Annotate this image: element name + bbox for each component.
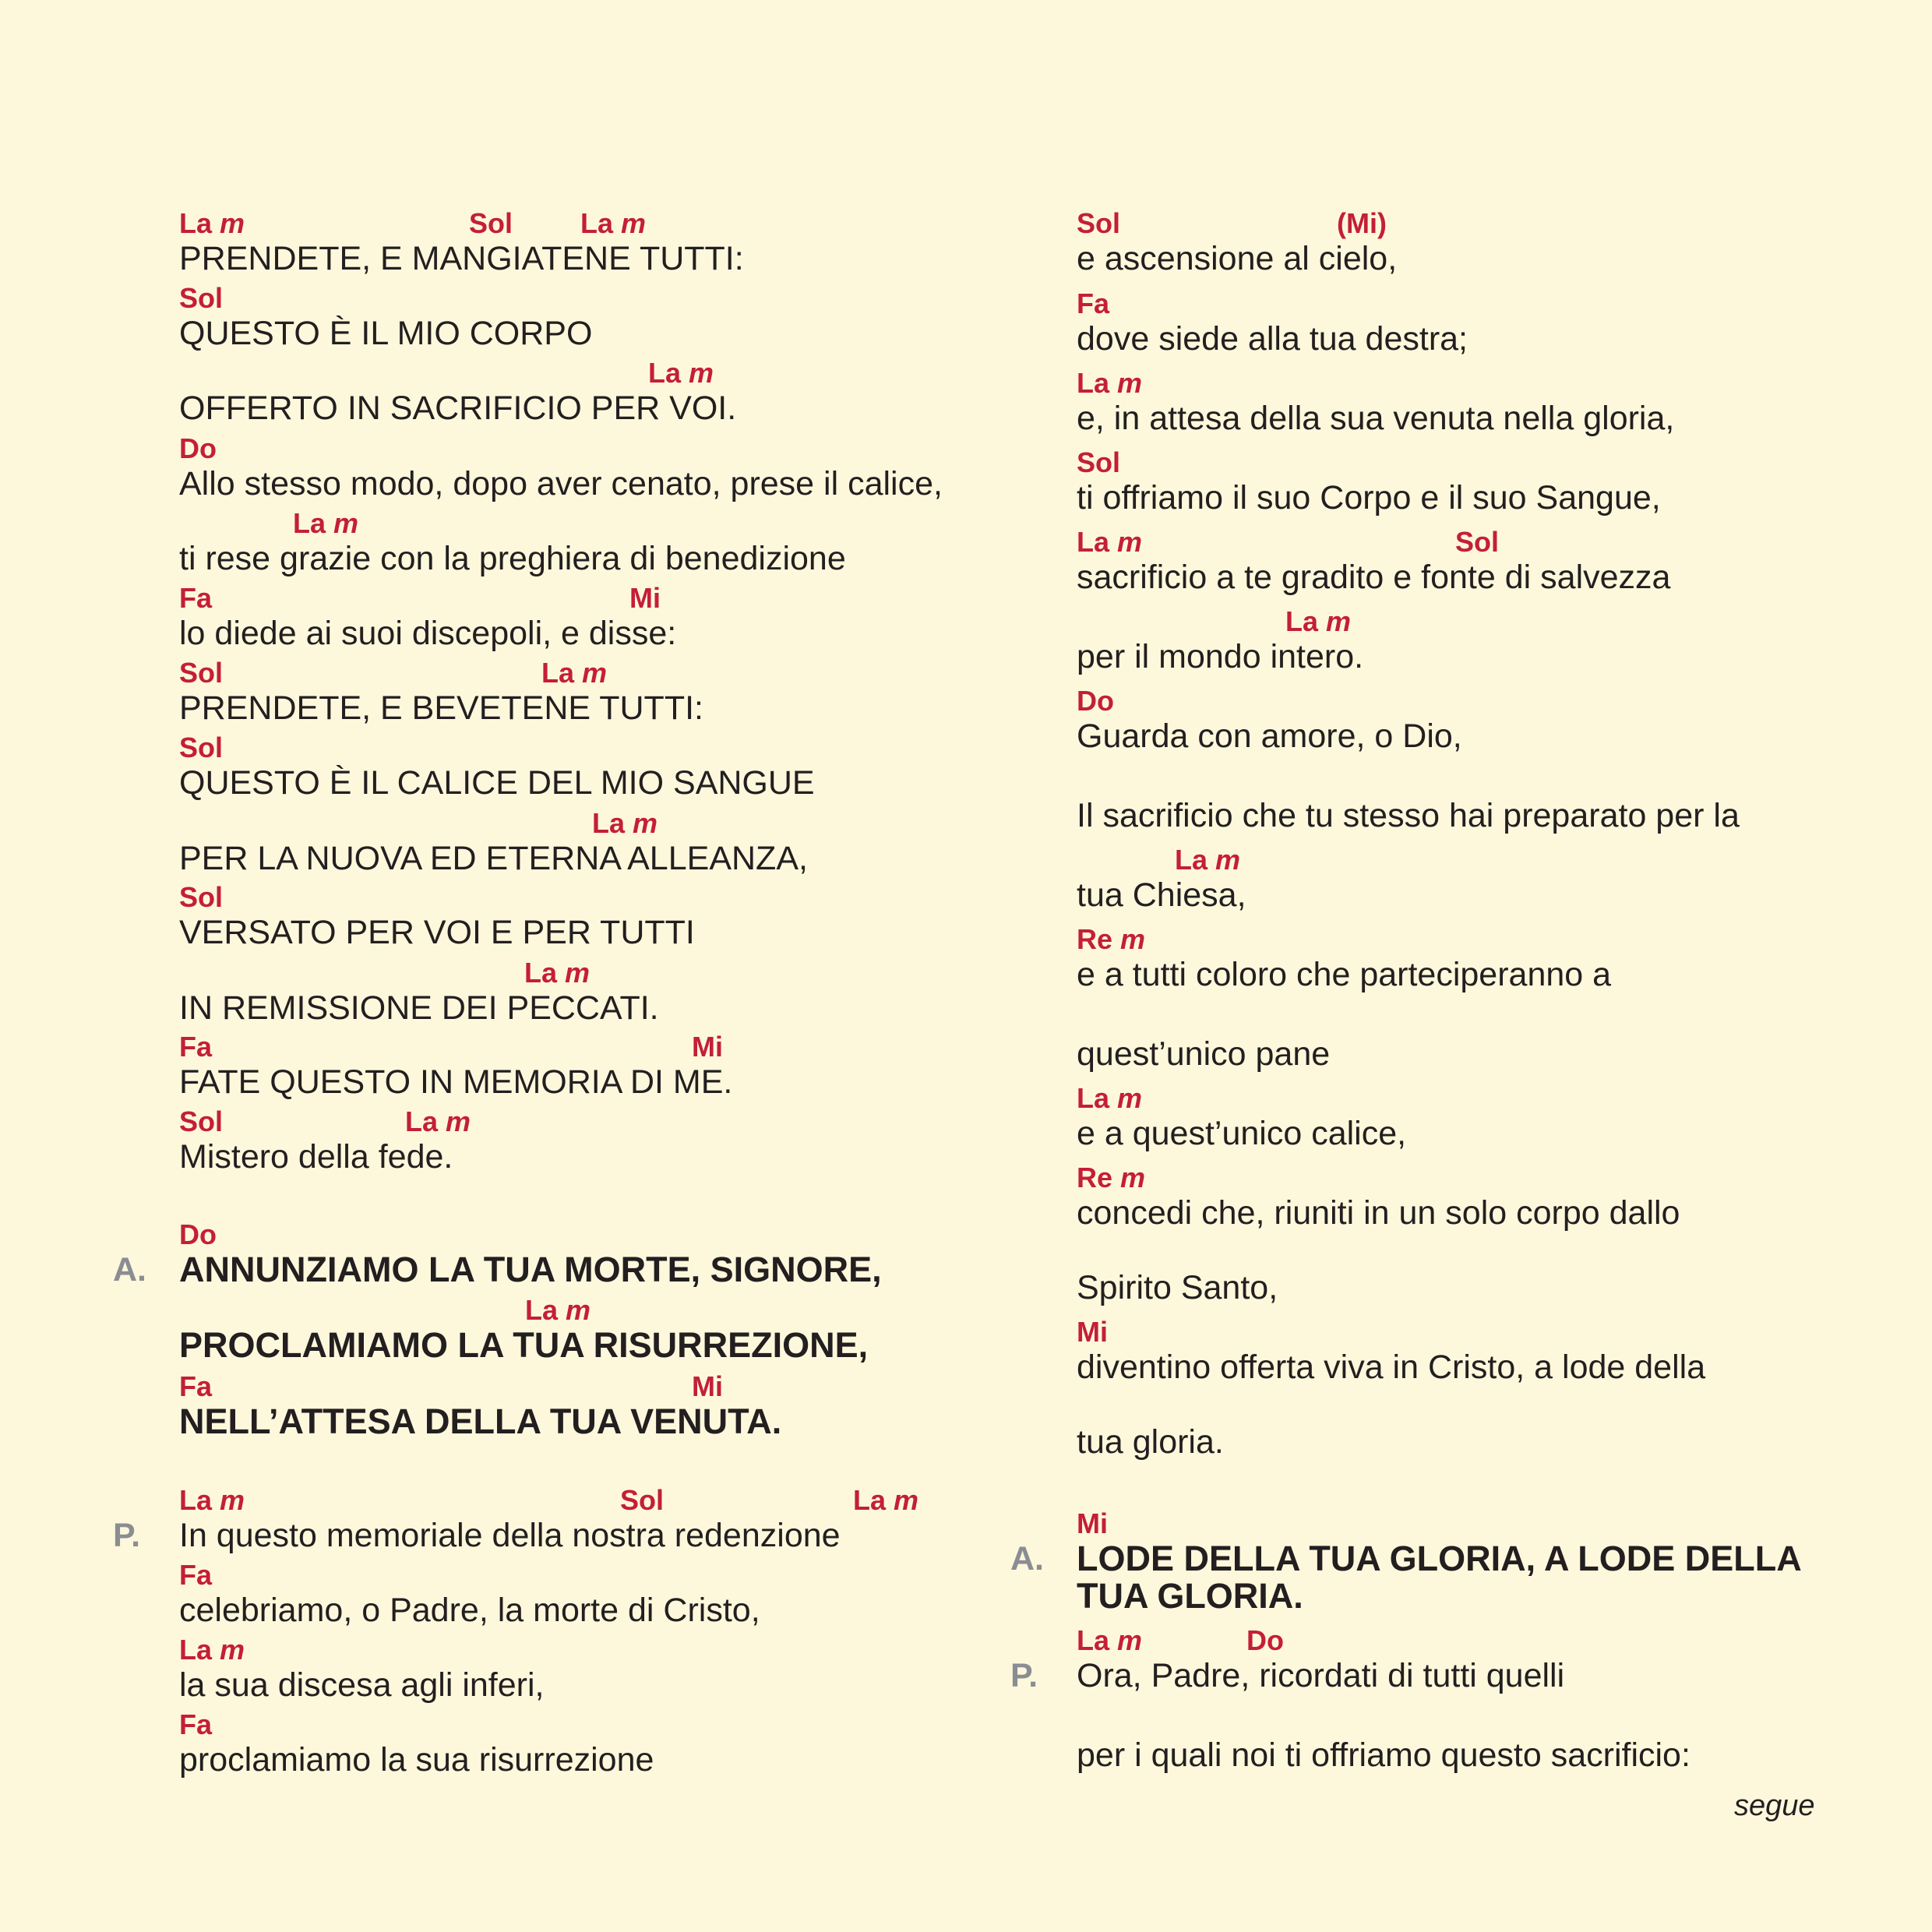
chord: Sol <box>179 1105 224 1137</box>
chord: Fa <box>179 1559 213 1591</box>
chord: La m <box>1077 1082 1143 1114</box>
lyric-line: tua Chiesa, <box>1077 876 1246 914</box>
chord: Fa <box>179 1370 213 1402</box>
lyric-line: Allo stesso modo, dopo aver cenato, prese il calice, <box>179 465 943 502</box>
chord: (Mi) <box>1337 207 1387 239</box>
lyric-line: ti rese grazie con la preghiera di benedizione <box>179 540 846 577</box>
chord: La m <box>541 657 608 689</box>
priest-marker: P. <box>1010 1657 1038 1694</box>
lyric-line: diventino offerta viva in Cristo, a lode della <box>1077 1349 1706 1386</box>
lyric-line: QUESTO È IL MIO CORPO <box>179 315 593 352</box>
lyric-line: la sua discesa agli inferi, <box>179 1666 545 1704</box>
chord: Sol <box>179 881 224 913</box>
lyric-line: per i quali noi ti offriamo questo sacrificio: <box>1077 1736 1690 1774</box>
chord: Fa <box>179 582 213 614</box>
chord: La m <box>1285 605 1352 637</box>
lyric-line: celebriamo, o Padre, la morte di Cristo, <box>179 1592 760 1629</box>
chord: Do <box>1077 685 1114 717</box>
lyric-line: PER LA NUOVA ED ETERNA ALLEANZA, <box>179 840 808 877</box>
chord: La m <box>1077 367 1143 399</box>
lyric-line: NELL’ATTESA DELLA TUA VENUTA. <box>179 1401 782 1441</box>
lyric-line: FATE QUESTO IN MEMORIA DI ME. <box>179 1063 733 1101</box>
chord: La m <box>293 507 359 539</box>
chord: Sol <box>179 282 224 314</box>
lyric-line: dove siede alla tua destra; <box>1077 320 1468 358</box>
chord: Mi <box>1077 1507 1108 1539</box>
lyric-line: ti offriamo il suo Corpo e il suo Sangue, <box>1077 479 1661 516</box>
chord: Re m <box>1077 923 1146 955</box>
chord: La m <box>524 957 591 989</box>
lyric-line: e ascensione al cielo, <box>1077 240 1398 277</box>
lyric-line: proclamiamo la sua risurrezione <box>179 1741 654 1779</box>
lyric-line: Spirito Santo, <box>1077 1269 1278 1306</box>
lyric-line: PROCLAMIAMO LA TUA RISURREZIONE, <box>179 1325 869 1365</box>
chord: Do <box>179 1218 217 1250</box>
chord: Mi <box>1077 1316 1108 1348</box>
chord: La m <box>1077 526 1143 558</box>
chord: La m <box>179 207 245 239</box>
lyric-line: ANNUNZIAMO LA TUA MORTE, SIGNORE, <box>179 1250 882 1289</box>
lyric-line: VERSATO PER VOI E PER TUTTI <box>179 914 695 951</box>
lyric-line: PRENDETE, E BEVETENE TUTTI: <box>179 689 703 727</box>
chord: Fa <box>179 1708 213 1740</box>
chord: La m <box>592 807 658 839</box>
lyric-line: e a tutti coloro che parteciperanno a <box>1077 956 1612 993</box>
lyric-line: QUESTO È IL CALICE DEL MIO SANGUE <box>179 764 815 802</box>
chord: La m <box>1077 1624 1143 1656</box>
lyric-line: concedi che, riuniti in un solo corpo dallo <box>1077 1194 1680 1232</box>
chord: La m <box>179 1484 245 1516</box>
lyric-line: PRENDETE, E MANGIATENE TUTTI: <box>179 240 744 277</box>
lyric-line: tua gloria. <box>1077 1423 1224 1461</box>
chord: Mi <box>692 1031 723 1063</box>
chord: Fa <box>1077 287 1110 319</box>
lyric-line: lo diede ai suoi discepoli, e disse: <box>179 615 677 652</box>
chord: Sol <box>469 207 513 239</box>
lyric-line: Ora, Padre, ricordati di tutti quelli <box>1077 1657 1565 1694</box>
lyric-line: e, in attesa della sua venuta nella gloria, <box>1077 400 1675 437</box>
chord: La m <box>525 1294 591 1326</box>
chord: Do <box>1246 1624 1284 1656</box>
chord: Mi <box>692 1370 723 1402</box>
chord: Do <box>179 432 217 464</box>
lyric-line: Il sacrificio che tu stesso hai preparato per la <box>1077 797 1740 834</box>
lyric-line: LODE DELLA TUA GLORIA, A LODE DELLA <box>1077 1539 1802 1578</box>
chord: La m <box>580 207 647 239</box>
assembly-marker: A. <box>113 1251 146 1289</box>
lyric-line: OFFERTO IN SACRIFICIO PER VOI. <box>179 390 737 427</box>
chord: La m <box>405 1105 471 1137</box>
chord: Sol <box>179 732 224 763</box>
chord: La m <box>1175 844 1241 876</box>
chord: La m <box>853 1484 919 1516</box>
chord: Mi <box>629 582 661 614</box>
chord: La m <box>179 1634 245 1666</box>
chord: Sol <box>1077 446 1121 478</box>
chord: Fa <box>179 1031 213 1063</box>
lyric-line: In questo memoriale della nostra redenzione <box>179 1517 841 1554</box>
chord: Sol <box>620 1484 665 1516</box>
chord: Re m <box>1077 1162 1146 1193</box>
lyric-line: quest’unico pane <box>1077 1035 1331 1073</box>
lyric-line: TUA GLORIA. <box>1077 1576 1303 1616</box>
chord: Sol <box>179 657 224 689</box>
lyric-line: Mistero della fede. <box>179 1138 453 1176</box>
lyric-line: sacrificio a te gradito e fonte di salvezza <box>1077 559 1671 596</box>
lyric-line: Guarda con amore, o Dio, <box>1077 717 1462 755</box>
chord: Sol <box>1077 207 1121 239</box>
lyric-line: per il mondo intero. <box>1077 638 1364 675</box>
lyric-line: e a quest’unico calice, <box>1077 1115 1407 1152</box>
assembly-marker: A. <box>1010 1540 1044 1578</box>
chord: La m <box>648 357 714 389</box>
continued-label: segue <box>1734 1789 1815 1822</box>
priest-marker: P. <box>113 1517 141 1554</box>
chord: Sol <box>1455 526 1500 558</box>
lyric-line: IN REMISSIONE DEI PECCATI. <box>179 989 659 1027</box>
